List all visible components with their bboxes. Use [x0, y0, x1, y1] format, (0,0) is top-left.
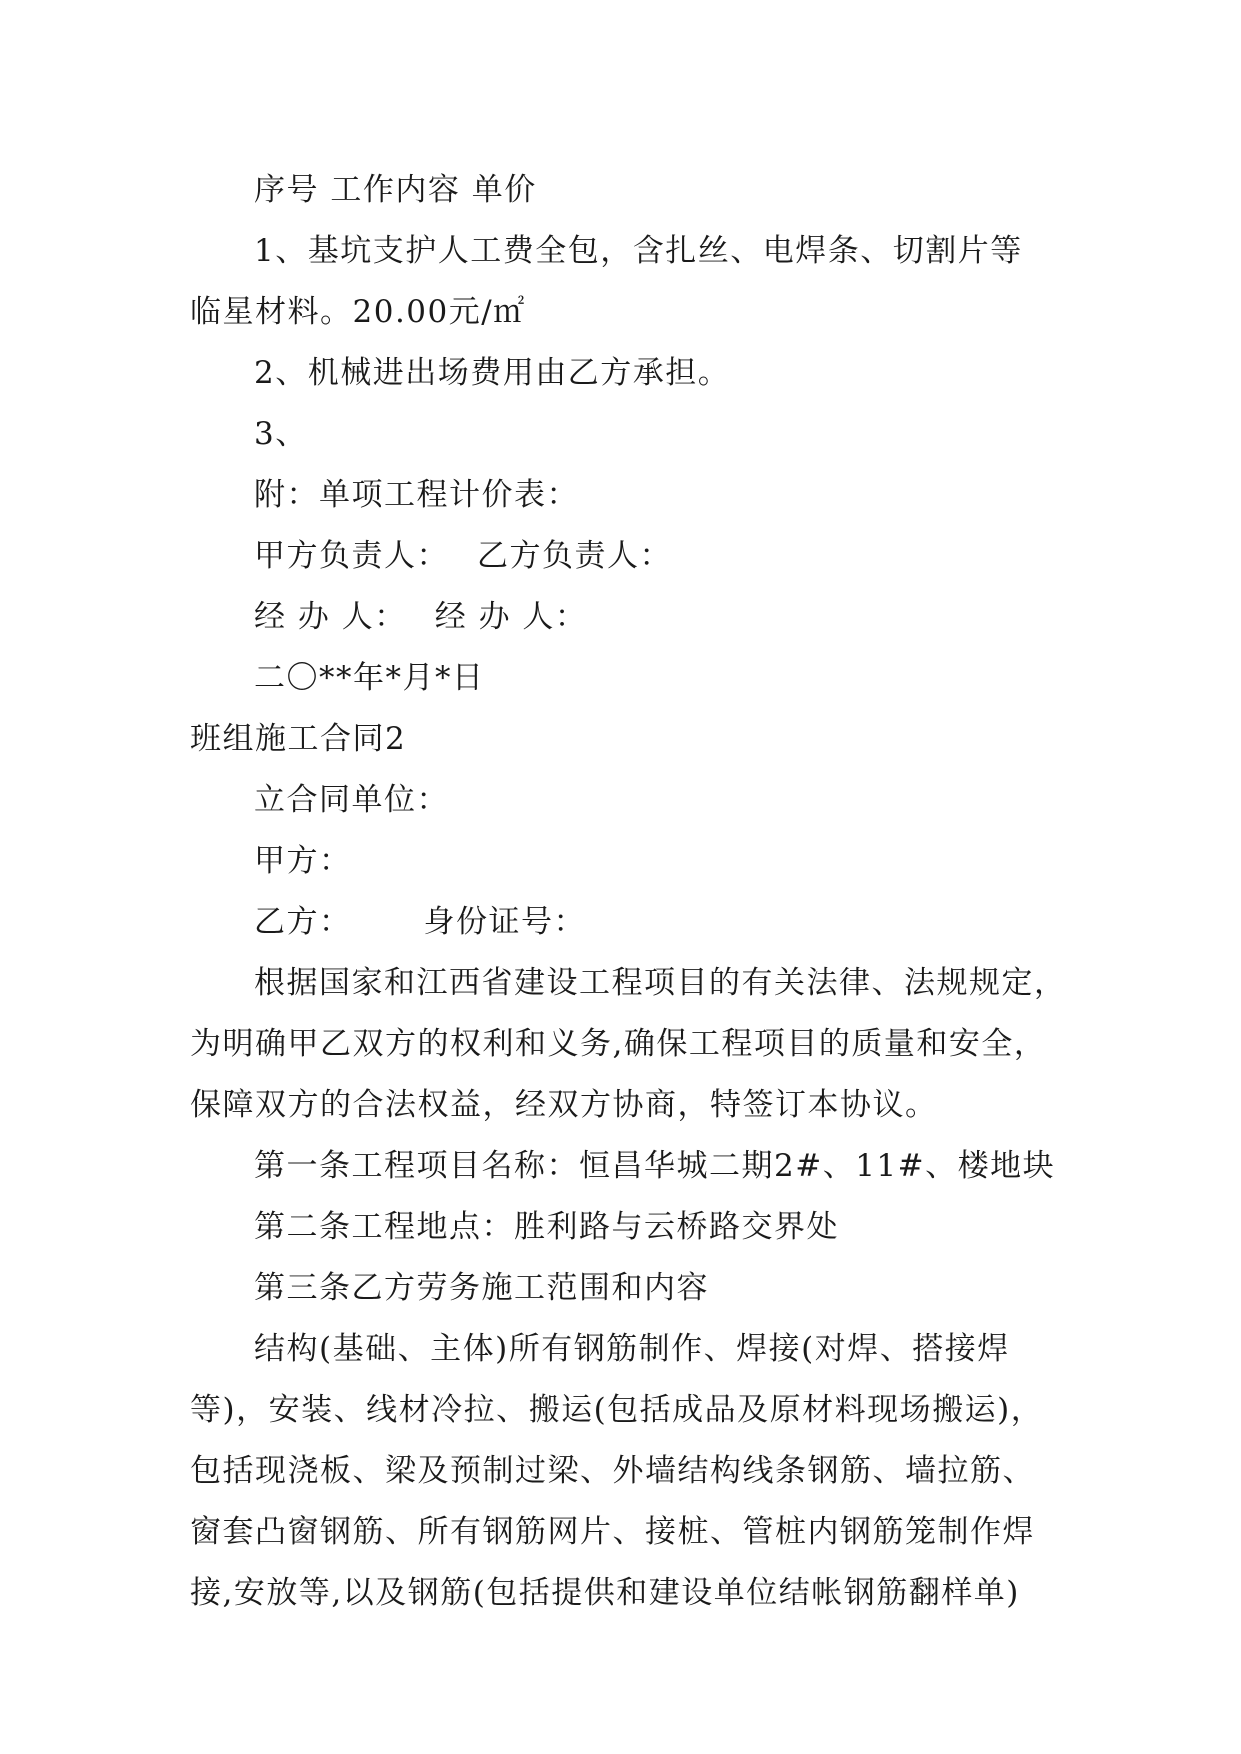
- article-3-scope-2: 等)，安装、线材冷拉、搬运(包括成品及原材料现场搬运)，: [190, 1392, 1044, 1428]
- party-b-responsible-label: 乙方负责人：: [477, 538, 672, 574]
- paragraph-party-a: 甲方：: [254, 843, 352, 879]
- article-3-scope-5: 接,安放等,以及钢筋(包括提供和建设单位结帐钢筋翻样单): [190, 1575, 1020, 1611]
- document-body: [190, 160, 1070, 1624]
- article-3-scope-4: 窗套凸窗钢筋、所有钢筋网片、接桩、管桩内钢筋笼制作焊: [190, 1514, 1035, 1550]
- paragraph-responsible: [190, 526, 1070, 587]
- party-a-responsible-label: 甲方负责人：: [254, 538, 449, 574]
- party-b-handler-label: 经 办 人：: [434, 599, 588, 635]
- paragraph-item-1: 1、基坑支护人工费全包，含扎丝、电焊条、切割片等: [254, 233, 1023, 269]
- article-3: 第三条乙方劳务施工范围和内容: [254, 1270, 709, 1306]
- party-a-handler-label: 经 办 人：: [254, 599, 407, 635]
- paragraph-party-b: [190, 892, 1070, 953]
- paragraph-handler: [190, 587, 1070, 648]
- paragraph-item-1-cont: 临星材料。20.00元/㎡: [190, 294, 526, 330]
- paragraph-preamble-3: 保障双方的合法权益，经双方协商，特签订本协议。: [190, 1087, 938, 1123]
- paragraph-date: 二〇**年*月*日: [254, 660, 485, 696]
- id-number-label: 身份证号：: [423, 904, 586, 940]
- paragraph-item-2: 2、机械进出场费用由乙方承担。: [254, 355, 731, 391]
- contract-title: 班组施工合同2: [190, 721, 407, 757]
- article-2: 第二条工程地点：胜利路与云桥路交界处: [254, 1209, 839, 1245]
- article-3-scope-3: 包括现浇板、梁及预制过梁、外墙结构线条钢筋、墙拉筋、: [190, 1453, 1035, 1489]
- paragraph-item-3: 3、: [254, 416, 308, 452]
- paragraph-contract-units: 立合同单位：: [254, 782, 449, 818]
- paragraph-attachment: 附：单项工程计价表：: [254, 477, 579, 513]
- paragraph-preamble-2: 为明确甲乙双方的权利和义务,确保工程项目的质量和安全，: [190, 1026, 1047, 1062]
- paragraph-preamble-1: 根据国家和江西省建设工程项目的有关法律、法规规定，: [254, 965, 1067, 1001]
- article-1: 第一条工程项目名称：恒昌华城二期2#、11#、楼地块: [254, 1148, 1056, 1184]
- party-b-label: 乙方：: [254, 904, 352, 940]
- article-3-scope-1: 结构(基础、主体)所有钢筋制作、焊接(对焊、搭接焊: [254, 1331, 1010, 1367]
- paragraph-table-header: 序号 工作内容 单价: [254, 172, 537, 208]
